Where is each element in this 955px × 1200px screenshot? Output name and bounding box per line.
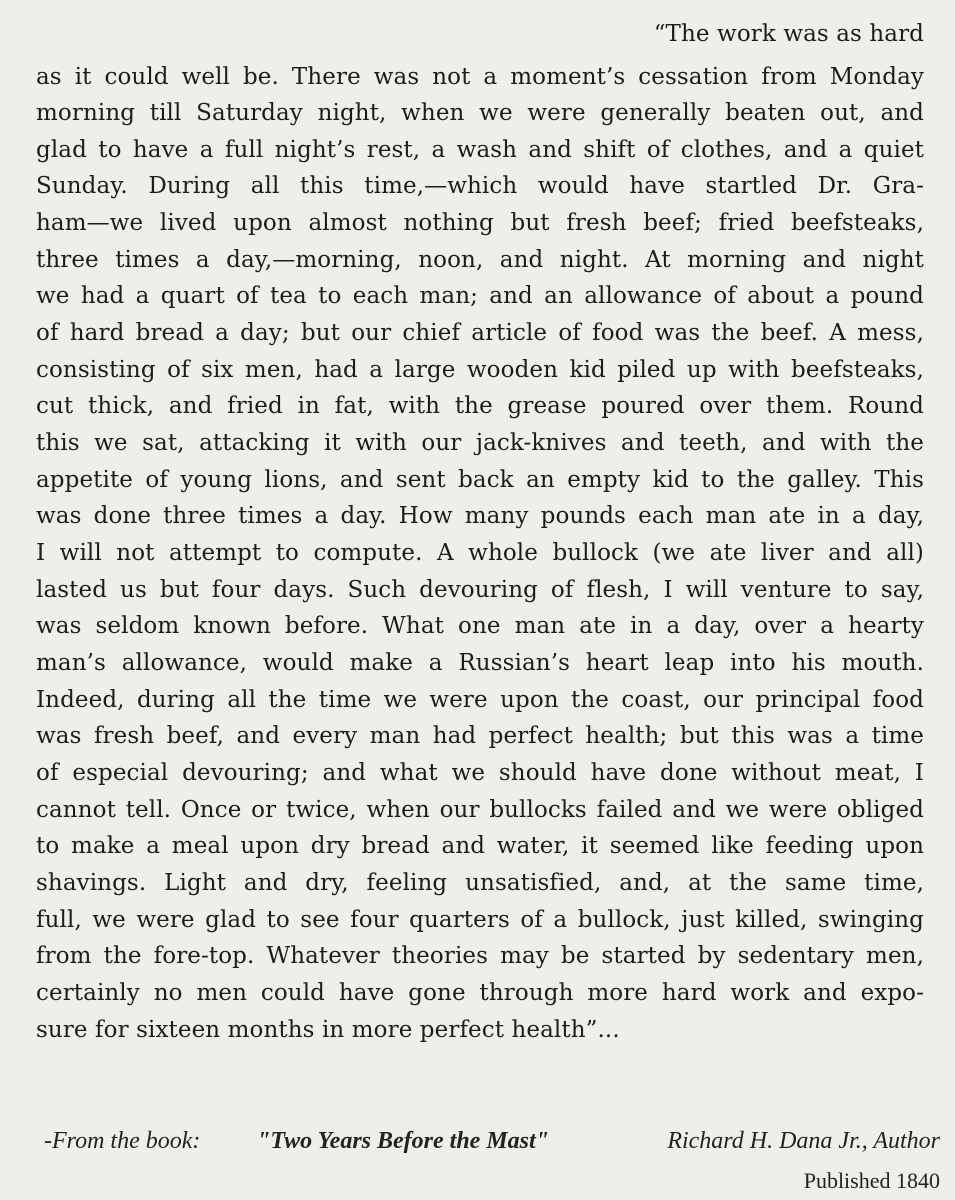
quote-line: glad to have a full night’s rest, a wash and shift of clothes, and a quiet (36, 137, 924, 163)
quote-line: from the fore-top. Whatever theories may be started by sedentary men, (36, 943, 924, 969)
author-name: Richard H. Dana Jr., Author (667, 1128, 940, 1154)
quote-line: of hard bread a day; but our chief article of food was the beef. A mess, (36, 320, 924, 346)
quote-line: “The work was as hard (653, 21, 924, 47)
quote-line: lasted us but four days. Such devouring of flesh, I will venture to say, (36, 577, 924, 603)
quote-line: Sunday. During all this time,—which would have startled Dr. Gra- (36, 173, 924, 199)
quote-line: we had a quart of tea to each man; and an allowance of about a pound (36, 283, 924, 309)
quote-line: this we sat, attacking it with our jack-knives and teeth, and with the (36, 430, 924, 456)
book-title: "Two Years Before the Mast" (257, 1128, 549, 1154)
quote-line: was done three times a day. How many pounds each man ate in a day, (36, 503, 924, 529)
attribution (44, 1128, 940, 1168)
quote-line: appetite of young lions, and sent back an empty kid to the galley. This (36, 467, 924, 493)
quote-line: as it could well be. There was not a moment’s cessation from Monday (36, 64, 924, 90)
quote-line: morning till Saturday night, when we were generally beaten out, and (36, 100, 924, 126)
quote-line: of especial devouring; and what we should have done without meat, I (36, 760, 924, 786)
quote-line: cut thick, and fried in fat, with the grease poured over them. Round (36, 393, 924, 419)
quote-line: to make a meal upon dry bread and water, it seemed like feeding upon (36, 833, 924, 859)
quote-line: ham—we lived upon almost nothing but fresh beef; fried beefsteaks, (36, 210, 924, 236)
attribution-prefix: -From the book: (44, 1128, 201, 1154)
quote-line: was seldom known before. What one man ate in a day, over a hearty (36, 613, 924, 639)
quote-line: full, we were glad to see four quarters of a bullock, just killed, swinging (36, 907, 924, 933)
quote-line: Indeed, during all the time we were upon the coast, our principal food (36, 687, 924, 713)
quote-line: man’s allowance, would make a Russian’s heart leap into his mouth. (36, 650, 924, 676)
quote-line: three times a day,—morning, noon, and night. At morning and night (36, 247, 924, 273)
quote-line: consisting of six men, had a large wooden kid piled up with beefsteaks, (36, 357, 924, 383)
quote-line: I will not attempt to compute. A whole bullock (we ate liver and all) (36, 540, 924, 566)
quote-line: was fresh beef, and every man had perfect health; but this was a time (36, 723, 924, 749)
published-date: Published 1840 (803, 1168, 940, 1193)
quote-line: shavings. Light and dry, feeling unsatisfied, and, at the same time, (36, 870, 924, 896)
quote-line: sure for sixteen months in more perfect health”... (36, 1017, 620, 1043)
quote-line: cannot tell. Once or twice, when our bullocks failed and we were obliged (36, 797, 924, 823)
quote-line: certainly no men could have gone through more hard work and expo- (36, 980, 924, 1006)
